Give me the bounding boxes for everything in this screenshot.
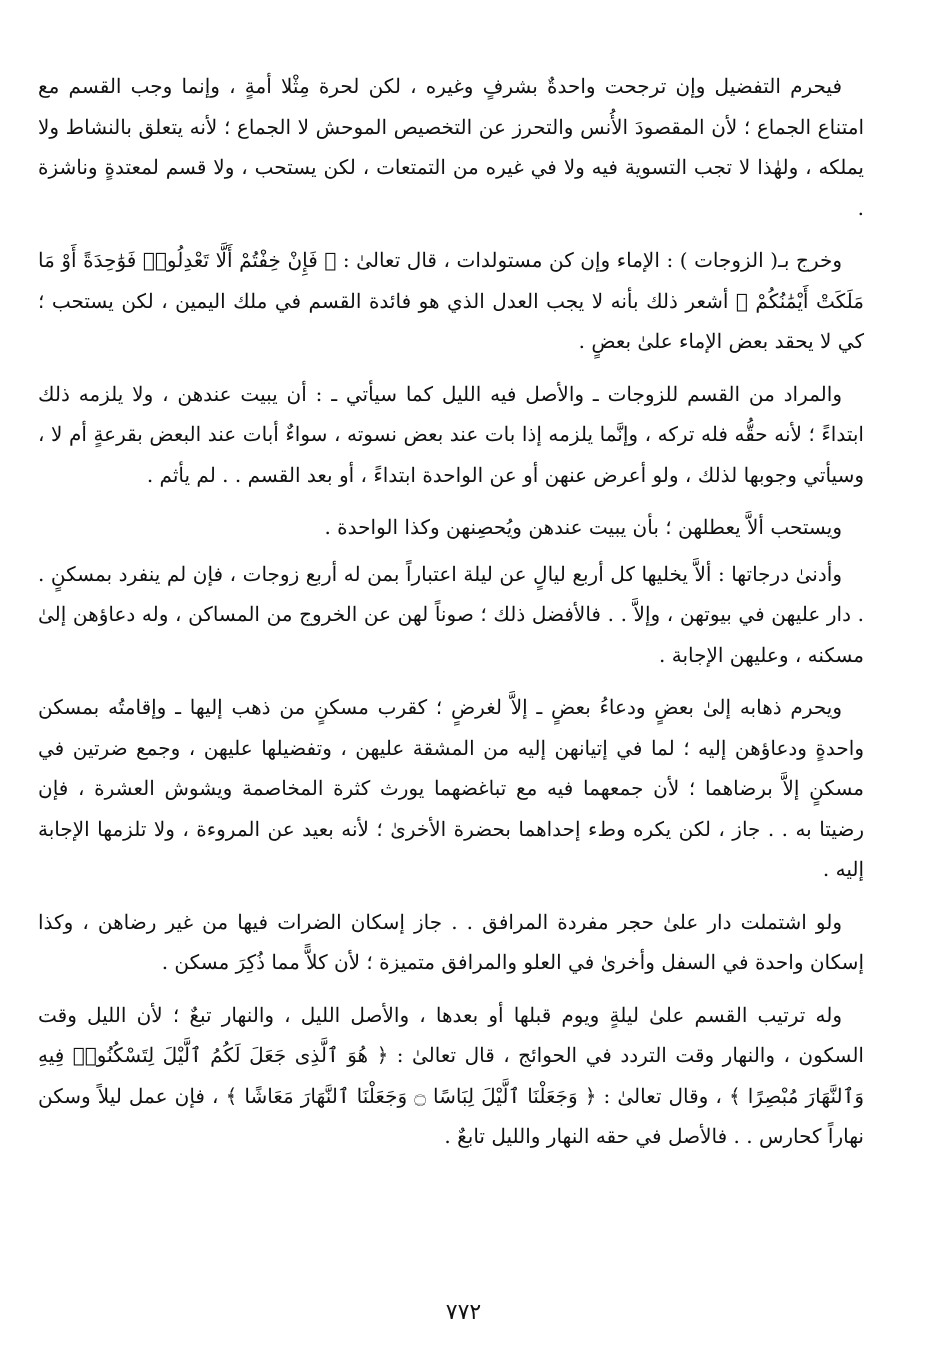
page-body [38, 66, 864, 1169]
paragraph-5: وأدنىٰ درجاتها : ألاَّ يخليها كل أربع ليالٍ عن ليلة اعتباراً بمن له أربع زوجات ، فإن لم ينفرد بمسكنٍ . . دار عليهن في بيوتهن ، وإلاَّ . . فالأفضل ذلك ؛ صوناً لهن عن الخروج من المساكن ، وله دعاؤهن إلىٰ مسكنه ، وعليهن الإجابة . [38, 561, 864, 667]
paragraph-7: ولو اشتملت دار علىٰ حجر مفردة المرافق . . جاز إسكان الضرات فيها من غير رضاهن ، وكذا إسكان واحدة في السفل وأخرىٰ في العلو والمرافق متميزة ؛ لأن كلاًّ مما ذُكِرَ مسكن . [38, 909, 864, 974]
paragraph-8: وله ترتيب القسم علىٰ ليلةٍ ويوم قبلها أو بعدها ، والأصل الليل ، والنهار تبعٌ ؛ لأن الليل وقت السكون ، والنهار وقت التردد في الحوائج ، قال تعالىٰ : ﴿ هُوَ ٱلَّذِى جَعَلَ لَكُمُ ٱلَّيْلَ لِتَسْكُنُوا۟ فِيهِ وَٱلنَّهَارَ مُبْصِرًا ﴾ ، وقال تعالىٰ : ﴿ وَجَعَلْنَا ٱلَّيْلَ لِبَاسًا ۝ وَجَعَلْنَا ٱلنَّهَارَ مَعَاشًا ﴾ ، فإن عمل ليلاً وسكن نهاراً كحارس . . فالأصل في حقه النهار والليل تابعٌ . [38, 1002, 864, 1148]
paragraph-2: وخرج بـ( الزوجات ) : الإماء وإن كن مستولدات ، قال تعالىٰ : ﴿ فَإِنْ خِفْتُمْ أَلَّا تَعْدِلُوا۟ فَوَٰحِدَةً أَوْ مَا مَلَكَتْ أَيْمَٰنُكُمْ ﴾ أشعر ذلك بأنه لا يجب العدل الذي هو فائدة القسم في ملك اليمين ، لكن يستحب ؛ كي لا يحقد بعض الإماء علىٰ بعضٍ . [38, 248, 864, 353]
paragraph-1: فيحرم التفضيل وإن ترجحت واحدةٌ بشرفٍ وغيره ، لكن لحرة مِثْلا أمةٍ ، وإنما وجب القسم مع امتناع الجماع ؛ لأن المقصودَ الأُنس والتحرز عن التخصيص الموحش لا الجماع ؛ لأنه يتعلق بالنشاط ولا يملكه ، ولهٰذا لا تجب التسوية فيه ولا في غيره من التمتعات ، لكن يستحب ، ولا قسم لمعتدةٍ وناشزة . [38, 74, 864, 220]
paragraph-6: ويحرم ذهابه إلىٰ بعضٍ ودعاءُ بعضٍ ـ إلاَّ لغرضٍ ؛ كقرب مسكنٍ من ذهب إليها ـ وإقامتُه بمسكن واحدةٍ ودعاؤهن إليه ؛ لما في إتيانهن إليه من المشقة عليهن ، وتفضيلها عليهن ، وجمع ضرتين في مسكنٍ إلاَّ برضاهما ؛ لأن جمعهما فيه مع تباغضهما يورث كثرة المخاصمة ويشوش العشرة ، فإن رضيتا به . . جاز ، لكن يكره وطء إحداهما بحضرة الأخرىٰ ؛ لأنه بعيد عن المروءة ، ولا تلزمها الإجابة إليه . [38, 695, 864, 881]
paragraph-3: والمراد من القسم للزوجات ـ والأصل فيه الليل كما سيأتي ـ : أن يبيت عندهن ، ولا يلزمه ذلك ابتداءً ؛ لأنه حقُّه فله تركه ، وإنَّما يلزمه إذا بات عند بعض نسوته ، سواءٌ أبات عند البعض بقرعةٍ أم لا ، وسيأتي وجوبها لذلك ، ولو أعرض عنهن أو عن الواحدة ابتداءً ، أو بعد القسم . . لم يأثم . [38, 381, 864, 487]
paragraph-4: ويستحب ألاَّ يعطلهن ؛ بأن يبيت عندهن ويُحصِنهن وكذا الواحدة . [324, 515, 842, 539]
page-number: ٧٧٢ [445, 1300, 482, 1325]
